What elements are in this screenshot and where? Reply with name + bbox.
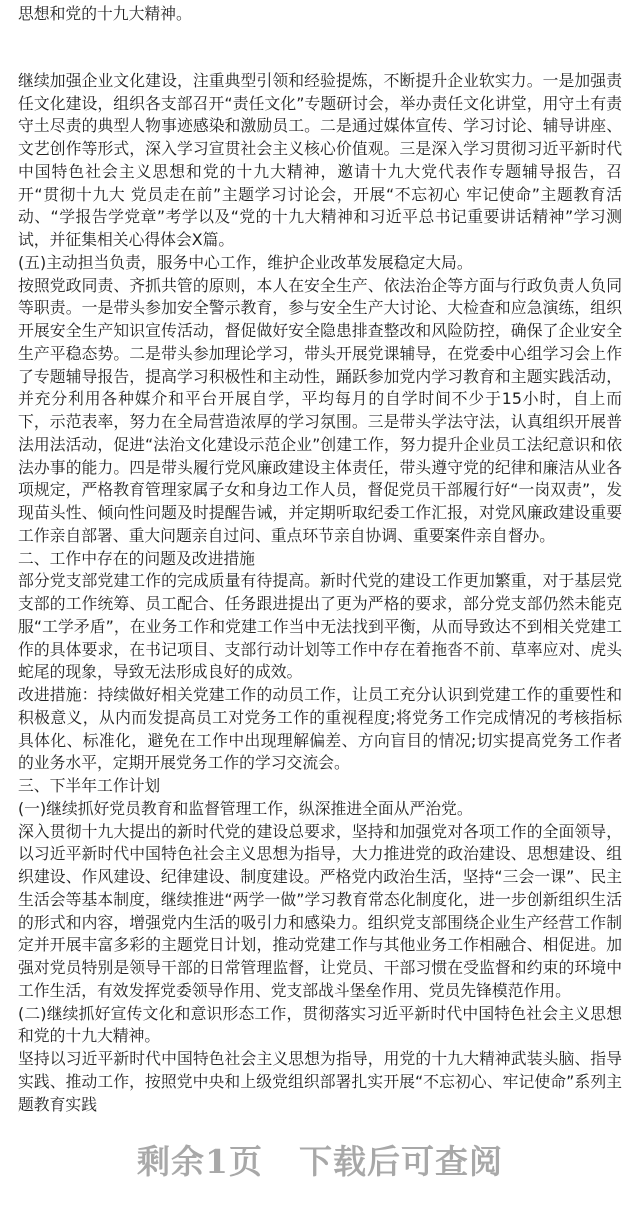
- paragraph: 思想和党的十九大精神。: [18, 4, 192, 23]
- paragraph: 继续加强企业文化建设，注重典型引领和经验提炼，不断提升企业软实力。一是加强责任文化建设，组织各支部召开“责任文化”专题研讨会，举办责任文化讲堂，用守土有责守土尽责的典型人物事迹感染和激励员工。二是通过媒体宣传、学习讨论、辅导讲座、文艺创作等形式，深入学习宣贯社会主义核心价值观。三是深入学习贯彻习近平新时代中国特色社会主义思想和党的十九大精神，邀请十九大党代表作专题辅导报告，召开“贯彻十九大 党员走在前”主题学习讨论会，开展“不忘初心 牢记使命”主题教育活动、“学报告学党章”考学以及“党的十九大精神和习近平总书记重要讲话精神”学习测试，并征集相关心得体会X篇。: [18, 70, 622, 249]
- spacer: [18, 26, 622, 70]
- download-to-view-label[interactable]: 下载后可查阅: [298, 1142, 503, 1181]
- remaining-pages-label: 剩余1页: [137, 1142, 263, 1181]
- section-subheading: (一)继续抓好党员教育和监督管理工作，纵深推进全面从严治党。: [18, 798, 473, 818]
- section-heading: 二、工作中存在的问题及改进措施: [18, 548, 255, 568]
- section-heading: 三、下半年工作计划: [18, 776, 161, 795]
- paragraph: 改进措施：持续做好相关党建工作的动员工作，让员工充分认识到党建工作的重要性和积极意义，从内而发提高员工对党务工作的重视程度;将党务工作完成情况的考核指标具体化、标准化，避免在工作中出现理解偏差、方向盲目的情况;切实提高党务工作者的业务水平，定期开展党务工作的学习交流会。: [18, 685, 622, 773]
- paragraph: 坚持以习近平新时代中国特色社会主义思想为指导，用党的十九大精神武装头脑、指导实践、推动工作，按照党中央和上级党组织部署扎实开展“不忘初心、牢记使命”系列主题教育实践: [18, 1049, 622, 1114]
- paragraph: 深入贯彻十九大提出的新时代党的建设总要求，坚持和加强党对各项工作的全面领导，以习近平新时代中国特色社会主义思想为指导，大力推进党的政治建设、思想建设、组织建设、作风建设、纪律建设、制度建设。严格党内政治生活，坚持“三会一课”、民主生活会等基本制度，继续推进“两学一做”学习教育常态化制度化，进一步创新组织生活的形式和内容，增强党内生活的吸引力和感染力。组织党支部围绕企业生产经营工作制定并开展丰富多彩的主题党日计划，推动党建工作与其他业务工作相融合、相促进。加强对党员特别是领导干部的日常管理监督，让党员、干部习惯在受监督和约束的环境中工作生活，有效发挥党委领导作用、党支部战斗堡垒作用、党员先锋模范作用。: [18, 821, 622, 1000]
- paragraph: 按照党政同责、齐抓共管的原则，本人在安全生产、依法治企等方面与行政负责人负同等职责。一是带头参加安全警示教育，参与安全生产大讨论、大检查和应急演练，组织开展安全生产知识宣传活动，督促做好安全隐患排查整改和风险防控，确保了企业安全生产平稳态势。二是带头参加理论学习，带头开展党课辅导，在党委中心组学习会上作了专题辅导报告，提高学习积极性和主动性，踊跃参加党内学习教育和主题实践活动，并充分利用各种媒介和平台开展自学，平均每月的自学时间不少于15小时，自上而下，示范表率，努力在全局营造浓厚的学习氛围。三是带头学法守法，认真组织开展普法用法活动，促进“法治文化建设示范企业”创建工作，努力提升企业员工法纪意识和依法办事的能力。四是带头履行党风廉政建设主体责任，带头遵守党的纪律和廉洁从业各项规定，严格教育管理家属子女和身边工作人员，督促党员干部履行好“一岗双责”，发现苗头性、倾向性问题及时提醒告诫，并定期听取纪委工作汇报，对党风廉政建设重要工作亲自部署、重大问题亲自过问、重点环节亲自协调、重要案件亲自督办。: [18, 275, 622, 545]
- download-prompt[interactable]: [0, 1136, 640, 1183]
- document-body: [18, 3, 622, 1116]
- section-subheading: (二)继续抓好宣传文化和意识形态工作，贯彻落实习近平新时代中国特色社会主义思想和党的十九大精神。: [18, 1003, 622, 1046]
- section-subheading: (五)主动担当负责，服务中心工作，维护企业改革发展稳定大局。: [18, 252, 473, 272]
- paragraph: 部分党支部党建工作的完成质量有待提高。新时代党的建设工作更加繁重，对于基层党支部的工作统筹、员工配合、任务跟进提出了更为严格的要求，部分党支部仍然未能克服“工学矛盾”，在业务工作和党建工作当中无法找到平衡，从而导致达不到相关党建工作的具体要求，在书记项目、支部行动计划等工作中存在着拖沓不前、草率应对、虎头蛇尾的现象，导致无法形成良好的成效。: [18, 571, 622, 682]
